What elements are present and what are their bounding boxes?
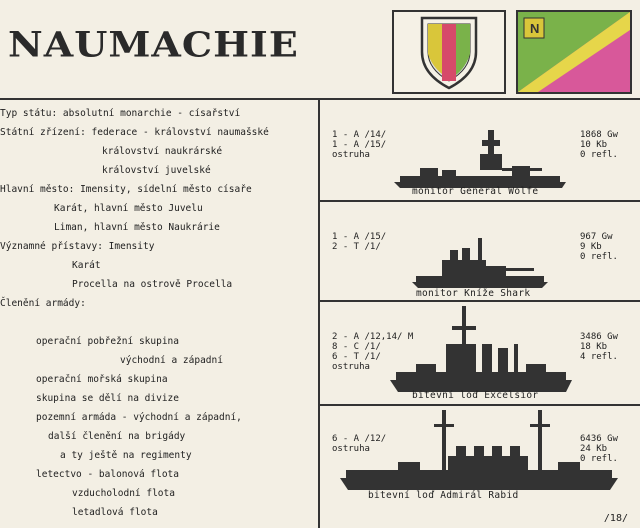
info-line: Procella na ostrově Procella: [72, 279, 233, 290]
state-info-text: [0, 104, 316, 522]
info-line: Členění armády:: [0, 298, 86, 309]
flag-emblem-box: [516, 10, 632, 94]
page-number: /18/: [603, 513, 628, 524]
ship-panel-general-wolfe: [320, 100, 640, 202]
info-line: Karát: [72, 260, 101, 271]
info-line: království naukrárské: [102, 146, 223, 157]
info-line: Typ státu: absolutní monarchie - císařství: [0, 108, 241, 119]
info-line: skupina se dělí na divize: [36, 393, 179, 404]
ship-name: monitor Kníže Shark: [416, 288, 531, 299]
info-line: Státní zřízení: federace - království naumašské: [0, 127, 269, 138]
flag-icon: [518, 12, 630, 92]
ship-name: bitevní loď Admirál Rabid: [368, 490, 519, 501]
shield-icon: [394, 12, 504, 92]
info-line: [0, 313, 316, 332]
info-line: letadlová flota: [72, 507, 158, 518]
ship-armament: 1 - A /14/ 1 - A /15/ ostruha: [332, 130, 387, 160]
ship-name: monitor General Wolfe: [412, 186, 539, 197]
info-line: operační pobřežní skupina: [36, 336, 179, 347]
ship-panel-knize-shark: [320, 202, 640, 302]
info-line: letectvo - balonová flota: [36, 469, 179, 480]
info-line: operační mořská skupina: [36, 374, 168, 385]
ship-stats: 6436 Gw 24 Kb 0 refl.: [580, 434, 618, 464]
monitor-silhouette-icon: [390, 126, 570, 188]
ship-name: bitevní loď Excelsior: [412, 390, 539, 401]
info-line: další členění na brigády: [48, 431, 186, 442]
info-line: pozemní armáda - východní a západní,: [36, 412, 242, 423]
info-line: Hlavní město: Imensity, sídelní město císaře: [0, 184, 252, 195]
page-title: NAUMACHIE: [8, 24, 299, 65]
ship-armament: 6 - A /12/ ostruha: [332, 434, 387, 454]
info-line: Liman, hlavní město Naukrárie: [54, 222, 220, 233]
info-line: Karát, hlavní město Juvelu: [54, 203, 203, 214]
ship-armament: 1 - A /15/ 2 - T /1/: [332, 232, 387, 252]
battleship-silhouette-icon: [338, 408, 620, 490]
info-line: vzducholodní flota: [72, 488, 175, 499]
ship-armament: 2 - A /12,14/ M 8 - C /1/ 6 - T /1/ ostruha: [332, 332, 414, 372]
ship-stats: 1868 Gw 10 Kb 0 refl.: [580, 130, 618, 160]
shield-emblem-box: [392, 10, 506, 94]
ship-stats: 967 Gw 9 Kb 0 refl.: [580, 232, 618, 262]
ship-stats: 3486 Gw 18 Kb 4 refl.: [580, 332, 618, 362]
info-line: království juvelské: [102, 165, 211, 176]
ship-panel-admiral-rabid: [320, 406, 640, 500]
flag-letter: N: [530, 21, 540, 36]
battleship-silhouette-icon: [386, 304, 576, 392]
monitor-silhouette-icon: [412, 236, 548, 288]
info-line: Významné přístavy: Imensity: [0, 241, 155, 252]
info-line: východní a západní: [120, 355, 223, 366]
info-line: a ty ještě na regimenty: [60, 450, 192, 461]
ship-panel-excelsior: [320, 302, 640, 406]
